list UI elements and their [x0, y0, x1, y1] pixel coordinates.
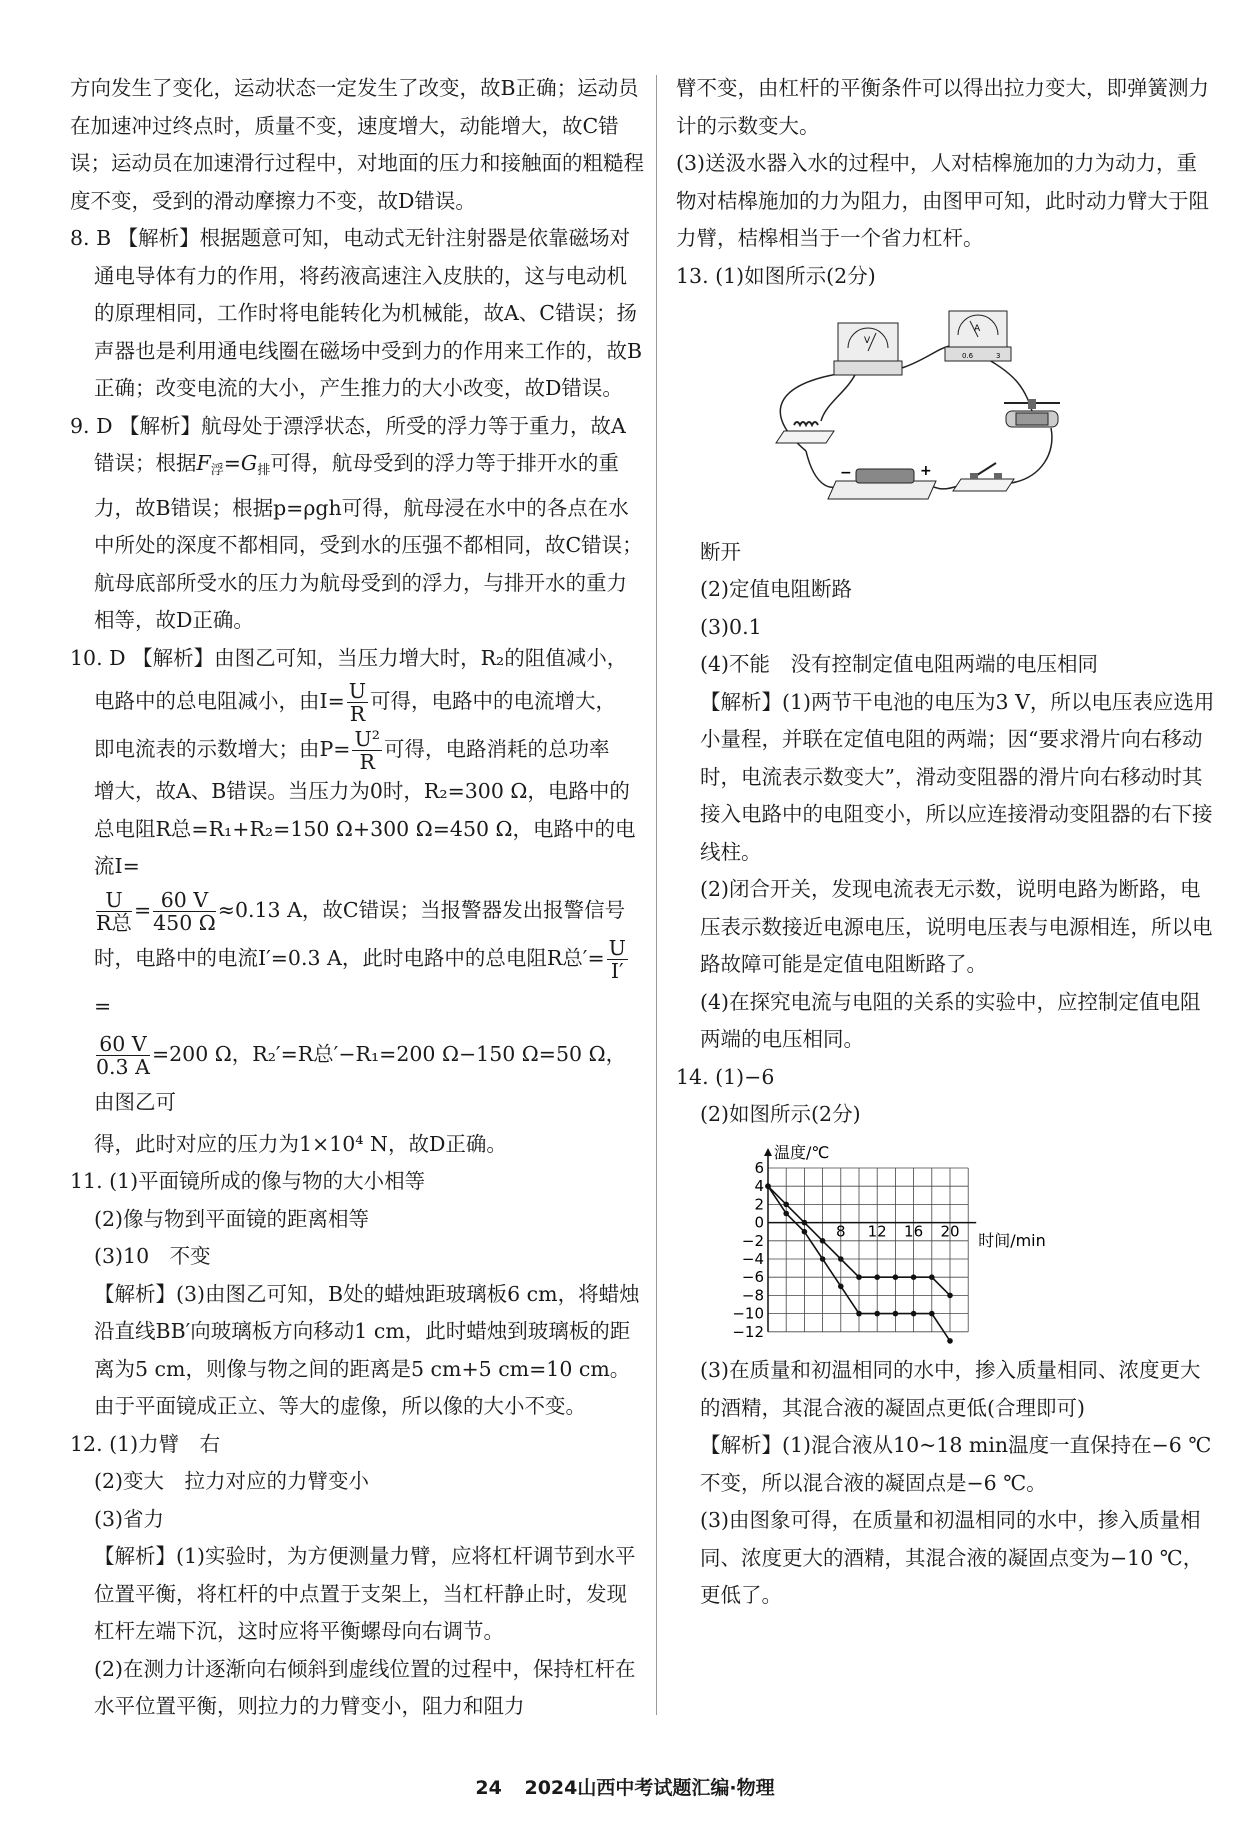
y-tick-label: −2 — [741, 1231, 764, 1250]
voltmeter — [834, 323, 902, 375]
battery — [828, 463, 936, 499]
x-tick-label: 20 — [940, 1222, 960, 1241]
left-column: 方向发生了变化，运动状态一定发生了改变，故B正确；运动员在加速冲过终点时，质量不变，速度增大，动能增大，故C错误；运动员在加速滑行过程中，对地面的压力和接触面的粗糙程度不变，受到的滑动摩擦力不变，故D错误。 8. B 【解析】根据题意可知，电动式无针注射器是依靠磁场对通电导体有力的作用，将药液高速注入皮肤的，这与电动机的原理相同，工作时将电能转化为机械能，故A、C错误；扬声器也是利用通电线圈在磁场中受到力的作用来工作的，故B正确；改变电流的大小，产生推力的大小改变，故D错误。 9. D 【解析】航母处于漂浮状态，所受的浮力等于重力，故A错误；根据$F_浮=G_排$可得，航母受到的浮力等于排开水的重力，故B错误；根据p=ρgh可得，航母浸在水中的各点在水中所处的深度不都相同，受到水的压强不都相同，故C错误；航母底部所受水的压力为航母受到的浮力，与排开水的重力相等，故D正确。 10. D 【解析】由图乙可知，当压力增大时，R₂的阻值减小， 电路中的总电阻减小，由I= $\frac{U}{R}$ 可得，电路中的电流增大， 即电流表的示数增大；由P= $\frac{\text{U²}}{R}$ 可得，电路消耗的总功率 增大，故A、B错误。当压力为0时，R₂=300 Ω，电路中的 总电阻R总=R₁+R₂=150 Ω+300 Ω=450 Ω，电路中的电流I= $\frac{U}{\text{R总}}$ = $\frac{60 V}{450 \Omega}$ ≈0.13 A，故C错误；当报警器发出报警信号 时，电路中的电流I′=0.3 A，此时电路中的总电阻R总′= $\frac{U}{I'}$ = $\frac{60 V}{0.3 A}$ =200 Ω，R₂′=R总′−R₁=200 Ω−150 Ω=50 Ω，由图乙可 得，此时对应的压力为1×10⁴ N，故D正确。 11. (1)平面镜所成的像与物的大小相等 (2)像与物到平面镜的距离相等 (3)10 不变 【解析】(3)由图乙可知，B处的蜡烛距玻璃板6 cm，将蜡烛沿直线BB′向玻璃板方向移动1 cm，此时蜡烛到玻璃板的距离为5 cm，则像与物之间的距离是5 cm+5 cm=10 cm。由于平面镜成正立、等大的虚像，所以像的大小不变。 12. (1)力臂 右 (2)变大 拉力对应的力臂变小 (3)省力 【解析】(1)实验时，为方便测量力臂，应将杠杆调节到水平位置平衡，将杠杆的中点置于支架上，当杠杆静止时，发现杠杆左端下沉，这时应将平衡螺母向右调节。 (2)在测力计逐渐向右倾斜到虚线位置的过程中，保持杠杆在水平位置平衡，则拉力的力臂变小，阻力和阻力 — [70, 70, 645, 1726]
data-point — [783, 1201, 789, 1207]
data-point — [783, 1210, 789, 1216]
ammeter — [945, 311, 1011, 361]
data-point — [947, 1292, 953, 1298]
data-point — [874, 1274, 880, 1280]
answer-8: 8. B 【解析】根据题意可知，电动式无针注射器是依靠磁场对通电导体有力的作用，将药液高速注入皮肤的，这与电动机的原理相同，工作时将电能转化为机械能，故A、C错误；扬声器也是利用通电线圈在磁场中受到力的作用来工作的，故B正确；改变电流的大小，产生推力的大小改变，故D错误。 — [70, 226, 643, 400]
y-tick-label: 0 — [754, 1213, 764, 1232]
data-point — [856, 1274, 862, 1280]
x-axis-label: 时间/min — [978, 1230, 1046, 1250]
answer-12-analysis: 【解析】(1)实验时，为方便测量力臂，应将杠杆调节到水平位置平衡，将杠杆的中点置于支架上，当杠杆静止时，发现杠杆左端下沉，这时应将平衡螺母向右调节。 — [94, 1544, 636, 1643]
rheostat — [1004, 399, 1060, 427]
svg-text:V: V — [864, 336, 871, 346]
circuit-diagram — [766, 303, 1216, 526]
book-title: 2024山西中考试题汇编·物理 — [524, 1777, 775, 1799]
y-tick-label: 6 — [754, 1158, 764, 1177]
data-point — [838, 1256, 844, 1262]
y-tick-label: −4 — [741, 1249, 764, 1268]
right-column: 臂不变，由杠杆的平衡条件可以得出拉力变大，即弹簧测力计的示数变大。 (3)送汲水器入水的过程中，人对桔槔施加的力为动力，重物对桔槔施加的力为阻力，由图甲可知，此时动力臂大于阻力臂，桔槔相当于一个省力杠杆。 13. (1)如图所示(2分) V A 0.6 3 − + 断开 (2)定值电阻断路 (3)0.1 (4)不能 没有控制定值电阻两端的电压相同 【解析】(1)两节干电池的电压为3 V，所以电压表应选用小量程，并联在定值电阻的两端；因“要求滑片向右移动时，电流表示数变大”，滑动变阻器的滑片向右移动时其接入电路中的电阻变小，所以应连接滑动变阻器的右下接线柱。 (2)闭合开关，发现电流表无示数，说明电路为断路，电压表示数接近电源电压，说明电压表与电源相连，所以电路故障可能是定值电阻断路了。 (4)在探究电流与电阻的关系的实验中，应控制定值电阻两端的电压相同。 14. (1)−6 (2)如图所示(2分) 温度/℃ 时间/min 6 4 2 0 −2 −4 −6 −8 −10 −12 8 12 16 20 (3)在质量和初温相同的水中，掺入质量相同、浓度更大的酒精，其混合液的凝固点更低(合理即可) 【解析】(1)混合液从10~18 min温度一直保持在−6 ℃不变，所以混合液的凝固点是−6 ℃。 (3)由图象可得，在质量和初温相同的水中，掺入质量相同、浓度更大的酒精，其混合液的凝固点变为−10 ℃，更低了。 — [676, 70, 1216, 1615]
fixed-resistor — [776, 422, 834, 443]
data-point — [838, 1283, 844, 1289]
data-point — [893, 1274, 899, 1280]
y-axis-arrow — [764, 1148, 772, 1156]
data-point — [802, 1228, 808, 1234]
answer-10: 10. D 【解析】由图乙可知，当压力增大时，R₂的阻值减小， 电路中的总电阻减小，由I= $\frac{U}{R}$ 可得，电路中的电流增大， 即电流表的示数增大；由P= $\frac{\text{U²}}{R}$ 可得，电路消耗的总功率 增大，故A、B错误。当压力为0时，R₂=300 Ω，电路中的 总电阻R总=R₁+R₂=150 Ω+300 Ω=450 Ω，电路中的电流I= $\frac{U}{\text{R总}}$ = $\frac{60 V}{450 \Omega}$ ≈0.13 A，故C错误；当报警器发出报警信号 时，电路中的电流I′=0.3 A，此时电路中的总电阻R总′= $\frac{U}{I'}$ = $\frac{60 V}{0.3 A}$ =200 Ω，R₂′=R总′−R₁=200 Ω−150 Ω=50 Ω，由图乙可 得，此时对应的压力为1×10⁴ N，故D正确。 — [70, 645, 636, 1156]
column-divider — [656, 75, 657, 1715]
switch — [953, 463, 1014, 491]
answer-14: 14. (1)−6 — [676, 1064, 775, 1089]
data-point — [765, 1183, 771, 1189]
data-point — [947, 1338, 953, 1344]
answer-11-analysis: 【解析】(3)由图乙可知，B处的蜡烛距玻璃板6 cm，将蜡烛沿直线BB′向玻璃板方向移动1 cm，此时蜡烛到玻璃板的距离为5 cm，则像与物之间的距离是5 cm+5 cm=10 cm。由于平面镜成正立、等大的虚像，所以像的大小不变。 — [94, 1281, 640, 1418]
data-point — [929, 1274, 935, 1280]
answer-7-continued: 方向发生了变化，运动状态一定发生了改变，故B正确；运动员在加速冲过终点时，质量不变，速度增大，动能增大，故C错误；运动员在加速滑行过程中，对地面的压力和接触面的粗糙程度不变，受到的滑动摩擦力不变，故D错误。 — [70, 76, 644, 213]
page-number: 24 — [475, 1777, 502, 1799]
x-tick-label: 8 — [836, 1222, 846, 1241]
data-point — [893, 1310, 899, 1316]
x-tick-label: 12 — [867, 1222, 887, 1241]
answer-9: 9. D 【解析】航母处于漂浮状态，所受的浮力等于重力，故A错误；根据$F_浮=G_排$可得，航母受到的浮力等于排开水的重力，故B错误；根据p=ρgh可得，航母浸在水中的各点在水中所处的深度不都相同，受到水的压强不都相同，故C错误；航母底部所受水的压力为航母受到的浮力，与排开水的重力相等，故D正确。 — [70, 413, 643, 632]
answer-11: 11. (1)平面镜所成的像与物的大小相等 — [70, 1169, 426, 1193]
svg-text:A: A — [974, 324, 981, 334]
temperature-time-graph — [732, 1142, 1216, 1345]
x-tick-label: 16 — [904, 1222, 924, 1241]
data-point — [820, 1238, 826, 1244]
svg-text:3: 3 — [996, 352, 1001, 360]
y-axis-label: 温度/℃ — [774, 1142, 830, 1162]
data-point — [911, 1310, 917, 1316]
answer-14-analysis: 【解析】(1)混合液从10~18 min温度一直保持在−6 ℃不变，所以混合液的凝固点是−6 ℃。 — [700, 1433, 1212, 1495]
data-point — [856, 1310, 862, 1316]
data-point — [874, 1310, 880, 1316]
answer-12-continued: 臂不变，由杠杆的平衡条件可以得出拉力变大，即弹簧测力计的示数变大。 — [676, 76, 1209, 138]
svg-text:0.6: 0.6 — [962, 352, 974, 360]
answer-12: 12. (1)力臂 右 — [70, 1431, 221, 1456]
data-point — [802, 1219, 808, 1225]
y-tick-label: 4 — [754, 1176, 764, 1195]
y-tick-label: −10 — [732, 1304, 764, 1323]
y-tick-label: −8 — [741, 1285, 764, 1304]
data-point — [929, 1310, 935, 1316]
y-tick-label: −12 — [732, 1322, 764, 1341]
y-tick-label: −6 — [741, 1267, 764, 1286]
answer-13: 13. (1)如图所示(2分) — [676, 263, 876, 288]
y-tick-label: 2 — [754, 1194, 764, 1213]
page-footer — [0, 1773, 1250, 1800]
data-point — [911, 1274, 917, 1280]
data-point — [820, 1256, 826, 1262]
svg-text:+: + — [920, 463, 932, 479]
answer-13-analysis: 【解析】(1)两节干电池的电压为3 V，所以电压表应选用小量程，并联在定值电阻的两端；因“要求滑片向右移动时，电流表示数变大”，滑动变阻器的滑片向右移动时其接入电路中的电阻变小，所以应连接滑动变阻器的右下接线柱。 — [700, 689, 1215, 864]
svg-text:−: − — [840, 465, 852, 481]
